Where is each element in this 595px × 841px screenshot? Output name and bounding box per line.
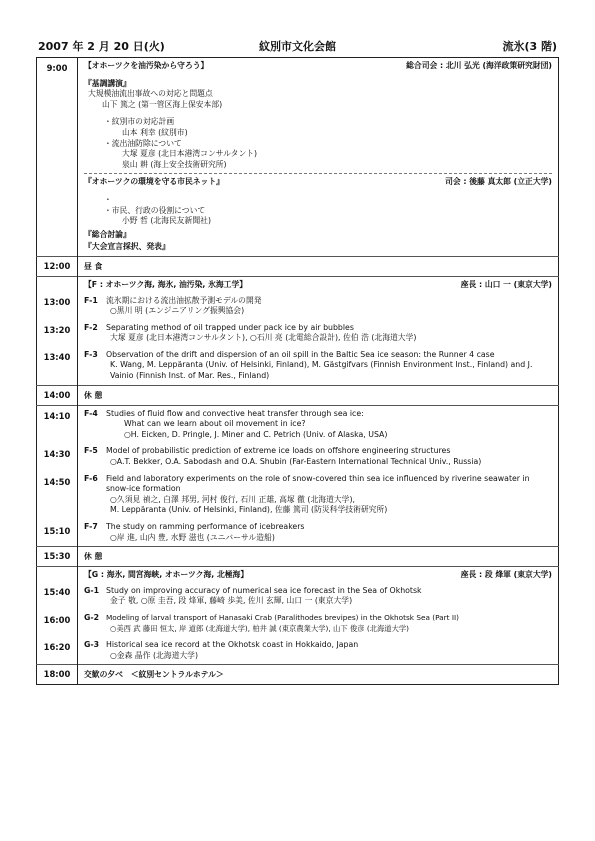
sub-topic: ・紋別市の対応計画 <box>104 117 175 127</box>
evening-row <box>37 665 559 685</box>
talk-code: G-1 <box>84 585 100 595</box>
talk-item <box>84 446 552 467</box>
talk-authors-cont: M. Leppäranta (Univ. of Helsinki, Finland), 佐藤 篤司 (防災科学技術研究所) <box>110 505 388 515</box>
forum-chair: 司会 : 後藤 真太郎 (立正大学) <box>445 177 552 187</box>
talk-time: 16:20 <box>43 642 71 653</box>
forum-label: 『オホーツクの環境を守る市民ネット』 司会 : 後藤 真太郎 (立正大学) <box>84 177 552 187</box>
break-row <box>37 385 559 405</box>
divider <box>84 173 552 174</box>
morning-content <box>78 58 559 257</box>
talk-time: 15:40 <box>43 587 71 598</box>
header-date: 2007 年 2 月 20 日(火) <box>38 40 165 53</box>
talk-authors: ○久須見 禎之, 白澤 邦男, 河村 俊行, 石川 正雄, 高塚 徹 (北海道大学), <box>110 494 355 504</box>
talk-item <box>84 350 552 382</box>
header-room: 流氷(3 階) <box>502 40 557 53</box>
session-title: 【F : オホーツク海, 海氷, 油汚染, 氷海工学】 座長 : 山口 一 (東京大学) <box>84 279 552 289</box>
talk-code: G-3 <box>84 640 100 650</box>
session-chair: 座長 : 山口 一 (東京大学) <box>460 279 552 289</box>
talk-title: Modeling of larval transport of Hanasaki Crab (Paralithodes brevipes) in the Okhotsk Sea (Part II) <box>106 612 459 622</box>
keynote-label: 『基調講演』 <box>84 78 131 88</box>
talk-item <box>84 409 552 441</box>
session-g-content <box>78 567 559 665</box>
time-column <box>37 276 78 385</box>
schedule-table <box>36 57 559 685</box>
talk-item <box>84 613 552 634</box>
talk-title: Observation of the drift and dispersion of an oil spill in the Baltic Sea ice season: the Runner 4 case <box>106 349 495 359</box>
talk-title: 流氷期における流出油拡散予測モデルの開発 <box>106 295 262 305</box>
session-g-row <box>37 567 559 665</box>
talk-time: 16:00 <box>43 614 71 625</box>
forum-topic: ・市民、行政の役割について <box>104 205 206 215</box>
talk-code: F-3 <box>84 349 98 359</box>
evening-label: 交歓の夕べ ＜紋別セントラルホテル＞ <box>78 665 559 685</box>
talk-code: G-2 <box>84 612 100 622</box>
talk-code: F-1 <box>84 295 98 305</box>
talk-item <box>84 522 552 543</box>
session-f-row <box>37 276 559 385</box>
talk-item <box>84 474 552 516</box>
talk-time: 13:40 <box>43 352 71 363</box>
talk-authors: ○岸 進, 山内 豊, 水野 滋也 (ユニバーサル造船) <box>110 532 275 542</box>
time-cell: 14:00 <box>37 385 78 405</box>
break-label: 休 憩 <box>78 547 559 567</box>
sub-speaker: 山本 利幸 (紋別市) <box>122 127 188 137</box>
talk-time: 14:10 <box>43 410 71 421</box>
session-f2-content <box>78 405 559 547</box>
time-cell: 9:00 <box>37 58 78 257</box>
talk-code: F-6 <box>84 473 98 483</box>
time-column <box>37 405 78 547</box>
talk-title: Field and laboratory experiments on the role of snow-covered thin sea ice influenced by riverine seawater in snow-ice formation <box>106 473 530 494</box>
session-title: 【G : 海氷, 間宮海峡, オホーツク海, 北極海】 座長 : 段 烽軍 (東京大学) <box>84 570 552 580</box>
session-chair: 総合司会 : 北川 弘光 (海洋政策研究財団) <box>406 61 552 70</box>
keynote-speaker: 山下 篤之 (第一管区海上保安本部) <box>102 99 223 109</box>
sub-speaker: 大塚 夏彦 (北日本港湾コンサルタント) <box>122 149 258 159</box>
talk-item <box>84 640 552 661</box>
talk-title: Studies of fluid flow and convective heat transfer through sea ice: <box>106 408 364 418</box>
time-cell: 18:00 <box>37 665 78 685</box>
talk-code: F-7 <box>84 522 98 531</box>
lunch-row <box>37 256 559 276</box>
morning-row <box>37 58 559 257</box>
header-venue: 紋別市文化会館 <box>259 40 336 53</box>
break-label: 休 憩 <box>78 385 559 405</box>
time-cell: 15:30 <box>37 547 78 567</box>
talk-title: Model of probabilistic prediction of extreme ice loads on offshore engineering structures <box>106 446 451 456</box>
talk-authors: 金子 敬, ○原 圭吾, 段 烽軍, 藤崎 歩美, 佐川 玄輝, 山口 一 (東京大学) <box>110 596 353 606</box>
talk-authors: ○黒川 明 (エンジニアリング振興協会) <box>110 306 245 316</box>
forum-speaker: 小野 哲 (北海民友新聞社) <box>122 216 212 226</box>
talk-item <box>84 296 552 317</box>
session-chair: 座長 : 段 烽軍 (東京大学) <box>460 570 552 580</box>
page-header <box>36 38 559 54</box>
session-title: 【オホーツクを油汚染から守ろう】 総合司会 : 北川 弘光 (海洋政策研究財団) <box>84 61 552 70</box>
talk-authors: 大塚 夏彦 (北日本港湾コンサルタント), ○石川 亮 (北電総合設計), 佐伯 浩 (北海道大学) <box>110 333 417 343</box>
talk-title: Separating method of oil trapped under pack ice by air bubbles <box>106 322 354 332</box>
talk-title: The study on ramming performance of icebreakers <box>106 522 305 531</box>
talk-authors: K. Wang, M. Leppäranta (Univ. of Helsinki, Finland), M. Gästgifvars (Finnish Environment Inst., Finland) and J. Vainio (Finnish Inst. of Mar. Res., Finland) <box>110 360 533 381</box>
break-row <box>37 547 559 567</box>
talk-code: F-4 <box>84 408 98 418</box>
talk-code: F-5 <box>84 446 98 456</box>
lunch-label: 昼 食 <box>78 256 559 276</box>
talk-time: 14:50 <box>43 476 71 487</box>
talk-item <box>84 586 552 607</box>
talk-item <box>84 323 552 344</box>
talk-time: 15:10 <box>43 526 71 537</box>
keynote-title: 大規模油流出事故への対応と問題点 <box>88 89 213 99</box>
forum-dot: ・ <box>104 194 112 204</box>
talk-authors: ○A.T. Bekker, O.A. Sabodash and O.A. Shubin (Far-Eastern International Technical Univ., Russia) <box>110 457 482 467</box>
time-cell: 12:00 <box>37 256 78 276</box>
talk-code: F-2 <box>84 322 98 332</box>
talk-title-cont: What can we learn about oil movement in ice? <box>124 419 306 429</box>
declaration-label: 『大会宣言採択、発表』 <box>84 242 170 252</box>
sub-speaker: 泉山 耕 (海上安全技術研究所) <box>122 159 227 169</box>
session-f2-row <box>37 405 559 547</box>
talk-title: Historical sea ice record at the Okhotsk coast in Hokkaido, Japan <box>106 640 359 650</box>
talk-authors: ○美西 武 藤田 恒太, 岸 道郎 (北海道大学), 柏井 誠 (東京農業大学), 山下 俊彦 (北海道大学) <box>110 623 410 633</box>
time-column <box>37 567 78 665</box>
session-f-content <box>78 276 559 385</box>
talk-authors: ○H. Eicken, D. Pringle, J. Miner and C. Petrich (Univ. of Alaska, USA) <box>124 429 388 439</box>
sub-topic: ・流出油防除について <box>104 138 182 148</box>
talk-time: 13:00 <box>43 296 71 307</box>
talk-time: 13:20 <box>43 324 71 335</box>
talk-authors: ○金森 晶作 (北海道大学) <box>110 650 199 660</box>
discussion-label: 『総合討論』 <box>84 229 131 239</box>
talk-title: Study on improving accuracy of numerical sea ice forecast in the Sea of Okhotsk <box>106 585 422 595</box>
talk-time: 14:30 <box>43 449 71 460</box>
